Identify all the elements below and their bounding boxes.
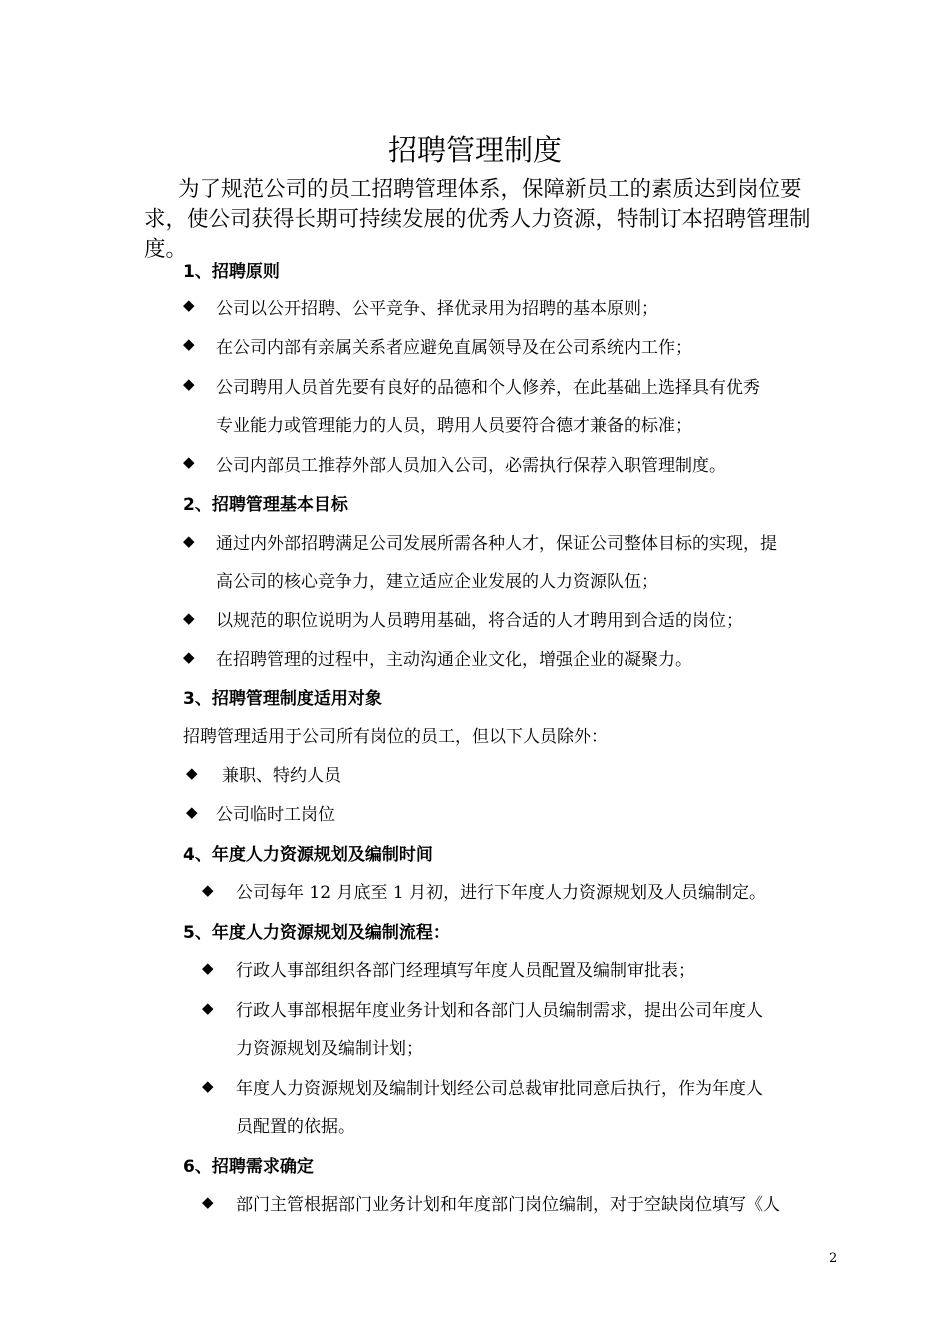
bullet-text: 部门主管根据部门业务计划和年度部门岗位编制，对于空缺岗位填写《人 (236, 1195, 780, 1215)
bullet-text-continued: 力资源规划及编制计划； (236, 1039, 423, 1059)
bullet-diamond-icon: ◆ (183, 375, 195, 393)
bullet-text: 公司临时工岗位 (216, 805, 335, 825)
section-heading: 5、年度人力资源规划及编制流程： (183, 923, 450, 943)
bullet-diamond-icon: ◆ (183, 335, 195, 353)
bullet-diamond-icon: ◆ (186, 764, 198, 782)
section-heading: 6、招聘需求确定 (183, 1157, 314, 1177)
bullet-diamond-icon: ◆ (183, 609, 195, 627)
bullet-text: 以规范的职位说明为人员聘用基础，将合适的人才聘用到合适的岗位； (216, 611, 743, 631)
bullet-text: 行政人事部组织各部门经理填写年度人员配置及编制审批表； (236, 961, 695, 981)
bullet-text: 公司聘用人员首先要有良好的品德和个人修养，在此基础上选择具有优秀 (216, 378, 760, 398)
bullet-diamond-icon: ◆ (202, 1193, 214, 1211)
bullet-diamond-icon: ◆ (183, 648, 195, 666)
document-title: 招聘管理制度 (387, 133, 562, 167)
bullet-text-continued: 高公司的核心竞争力，建立适应企业发展的人力资源队伍； (216, 572, 658, 592)
bullet-text: 通过内外部招聘满足公司发展所需各种人才，保证公司整体目标的实现，提 (216, 534, 777, 554)
section-paragraph: 招聘管理适用于公司所有岗位的员工，但以下人员除外： (183, 727, 608, 747)
bullet-text-continued: 员配置的依据。 (236, 1117, 355, 1137)
section-heading: 1、招聘原则 (183, 262, 280, 282)
bullet-diamond-icon: ◆ (202, 1077, 214, 1095)
bullet-diamond-icon: ◆ (186, 803, 198, 821)
intro-line: 为了规范公司的员工招聘管理体系，保障新员工的素质达到岗位要 (178, 177, 802, 202)
bullet-diamond-icon: ◆ (183, 453, 195, 471)
bullet-diamond-icon: ◆ (202, 999, 214, 1017)
section-heading: 4、年度人力资源规划及编制时间 (183, 845, 433, 865)
section-heading: 3、招聘管理制度适用对象 (183, 689, 382, 709)
intro-line: 求，使公司获得长期可持续发展的优秀人力资源，特制订本招聘管理制 (144, 207, 811, 232)
bullet-text: 在公司内部有亲属关系者应避免直属领导及在公司系统内工作； (216, 338, 692, 358)
bullet-text: 行政人事部根据年度业务计划和各部门人员编制需求，提出公司年度人 (236, 1001, 763, 1021)
bullet-diamond-icon: ◆ (202, 959, 214, 977)
page-number: 2 (829, 1251, 838, 1266)
bullet-text: 在招聘管理的过程中，主动沟通企业文化，增强企业的凝聚力。 (216, 650, 692, 670)
bullet-text-continued: 专业能力或管理能力的人员，聘用人员要符合德才兼备的标准； (216, 416, 692, 436)
bullet-diamond-icon: ◆ (202, 881, 214, 899)
bullet-text: 公司以公开招聘、公平竞争、择优录用为招聘的基本原则； (216, 299, 658, 319)
bullet-text: 公司内部员工推荐外部人员加入公司，必需执行保荐入职管理制度。 (216, 456, 726, 476)
intro-line: 度。 (144, 237, 188, 262)
bullet-text: 公司每年 12 月底至 1 月初，进行下年度人力资源规划及人员编制定。 (236, 883, 767, 903)
bullet-diamond-icon: ◆ (183, 532, 195, 550)
bullet-diamond-icon: ◆ (183, 296, 195, 314)
section-heading: 2、招聘管理基本目标 (183, 495, 348, 515)
bullet-text: 年度人力资源规划及编制计划经公司总裁审批同意后执行，作为年度人 (236, 1079, 763, 1099)
bullet-text: 兼职、特约人员 (222, 766, 341, 786)
